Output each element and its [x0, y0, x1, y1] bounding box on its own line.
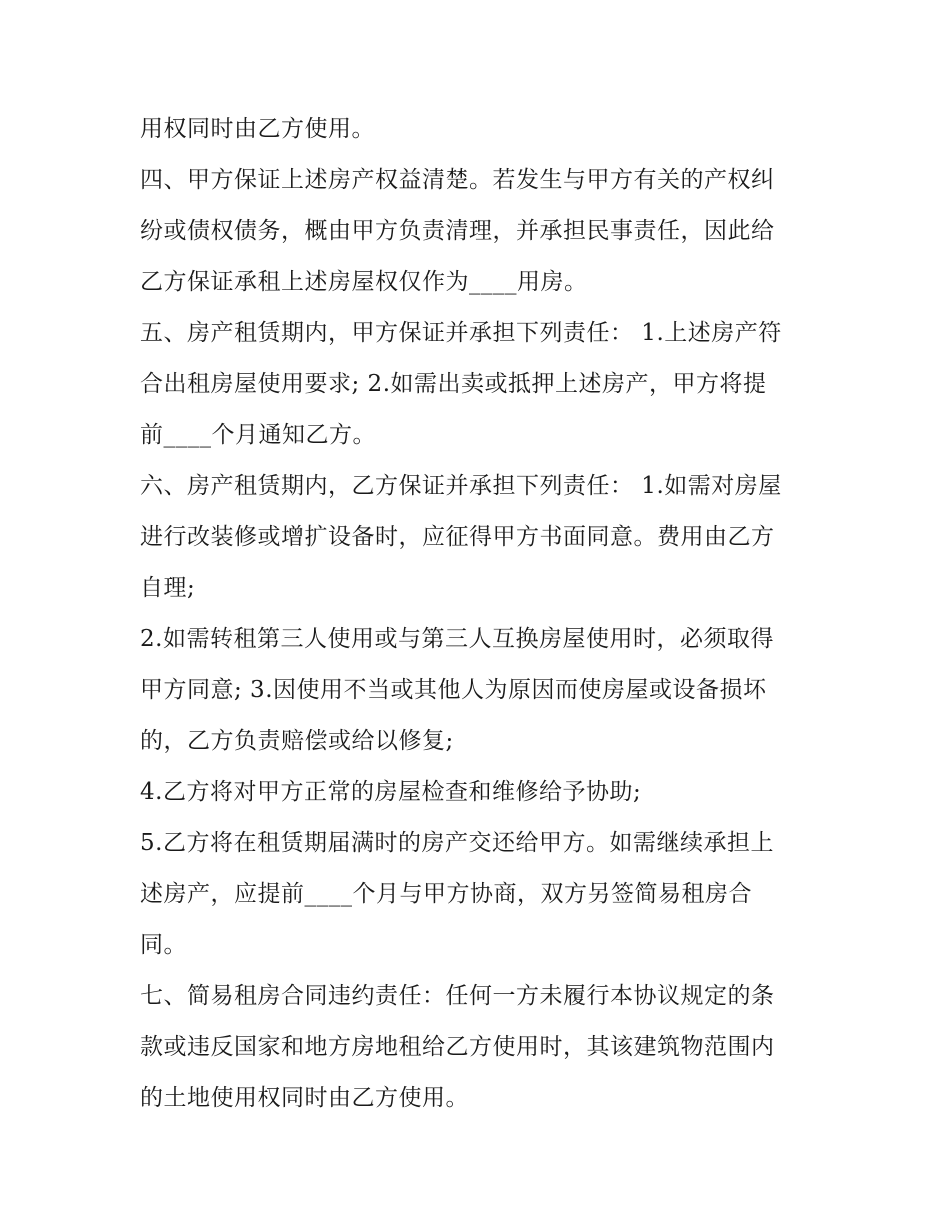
- text-line: 自理;: [140, 575, 196, 601]
- text-line: 述房产，应提前____个月与甲方协商，双方另签简易租房合: [140, 881, 752, 907]
- text-line: 用权同时由乙方使用。: [140, 116, 375, 142]
- text-line: 六、房产租赁期内，乙方保证并承担下列责任： 1.如需对房屋: [140, 473, 782, 499]
- text-line: 甲方同意; 3.因使用不当或其他人为原因而使房屋或设备损坏: [140, 677, 767, 703]
- text-line: 纷或债权债务，概由甲方负责清理，并承担民事责任，因此给: [140, 218, 775, 244]
- text-line: 同。: [140, 932, 187, 958]
- text-line: 款或违反国家和地方房地租给乙方使用时，其该建筑物范围内: [140, 1034, 775, 1060]
- text-line: 的，乙方负责赔偿或给以修复;: [140, 728, 454, 754]
- text-line: 五、房产租赁期内，甲方保证并承担下列责任： 1.上述房产符: [140, 320, 782, 346]
- text-line: 的土地使用权同时由乙方使用。: [140, 1085, 469, 1111]
- text-line: 前____个月通知乙方。: [140, 422, 376, 448]
- text-line: 七、简易租房合同违约责任：任何一方未履行本协议规定的条: [140, 983, 775, 1009]
- text-line: 乙方保证承租上述房屋权仅作为____用房。: [140, 269, 588, 295]
- text-line: 2.如需转租第三人使用或与第三人互换房屋使用时，必须取得: [140, 626, 774, 652]
- text-line: 合出租房屋使用要求; 2.如需出卖或抵押上述房产，甲方将提: [140, 371, 767, 397]
- text-line: 四、甲方保证上述房产权益清楚。若发生与甲方有关的产权纠: [140, 167, 775, 193]
- text-line: 进行改装修或增扩设备时，应征得甲方书面同意。费用由乙方: [140, 524, 775, 550]
- text-line: 4.乙方将对甲方正常的房屋检查和维修给予协助;: [140, 779, 642, 805]
- text-line: 5.乙方将在租赁期届满时的房产交还给甲方。如需继续承担上: [140, 830, 774, 856]
